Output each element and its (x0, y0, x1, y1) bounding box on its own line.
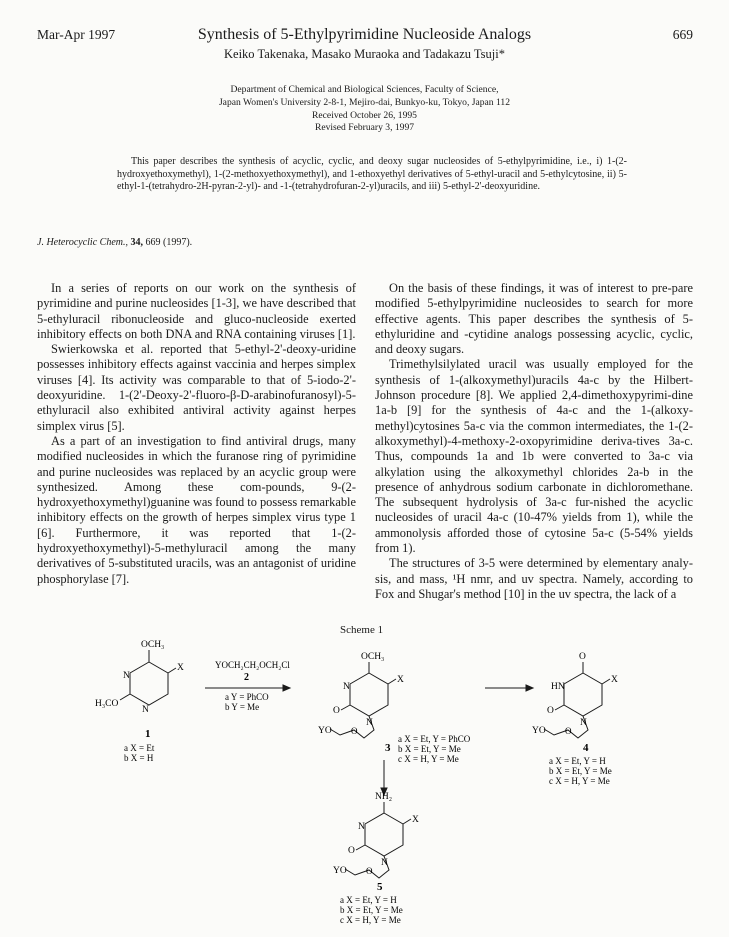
c4-variant-b: b X = Et, Y = Me (549, 766, 612, 776)
paragraph: Trimethylsilylated uracil was usually employed for the synthesis of 1-(alkoxymethyl)uracils 4a-c by the Hilbert-Johnson procedure [8]. We applied 2,4-dimethoxypyrimi-dine 1a-b [9] for the synthesis of 4a-c and the 1-(alkoxy-methyl)cytosines 5a-c via the common intermediates, the 1-(2-alkoxymethyl)-4-methoxy-2-oxopyrimidine deriva-tives 3a-c. Thus, compounds 1a and 1b were converted to 3a-c via alkylation using the alkoxymethyl chlorides 2a-b in the presence of anhydrous sodium carbonate in dichloromethane. The subsequent hydrolysis of 3a-c fur-nished the acyclic nucleosides of uracil 4a-c (10-47% yields from 1), while the ammonolysis afforded those of cytosine 5a-c (5-54% yields from 1). (375, 357, 693, 556)
citation-journal: J. Heterocyclic Chem., (37, 237, 128, 248)
c1-x-label: X (177, 663, 184, 673)
c5-x-label: X (412, 815, 419, 825)
c3-variant-c: c X = H, Y = Me (398, 754, 459, 764)
page-number: 669 (672, 27, 693, 42)
c5-variant-c: c X = H, Y = Me (340, 915, 401, 925)
c4-o-top-label: O (579, 652, 586, 662)
c3-variant-b: b X = Et, Y = Me (398, 744, 461, 754)
compound-1-number: 1 (145, 728, 151, 740)
revised-date: Revised February 3, 1997 (314, 122, 415, 133)
c1-variant-b: b X = H (124, 753, 154, 763)
reagent-variant-b: b Y = Me (225, 702, 260, 712)
body-left-column (37, 281, 356, 587)
c4-variant-a: a X = Et, Y = H (549, 756, 606, 766)
c4-hn-label: HN (551, 682, 565, 692)
c3-ether-o-label: O (351, 726, 358, 736)
affiliation-line-1: Department of Chemical and Biological Sciences, Faculty of Science, (230, 84, 499, 95)
reagent-number: 2 (244, 672, 249, 683)
compound-5-number: 5 (377, 881, 383, 893)
c4-x-label: X (611, 675, 618, 685)
c4-n-label: N (580, 718, 587, 728)
paragraph: In a series of reports on our work on the synthesis of pyrimidine and purine nucleosides [1-3], we have described that 5-ethyluracil ribonucleoside and gluco-nucleoside exerted inhibitory effects on both DNA and RNA containing viruses [1]. (37, 281, 356, 341)
c1-h3co-label: H₃CO (95, 699, 119, 709)
paper-title: Synthesis of 5-Ethylpyrimidine Nucleoside Analogs (197, 26, 532, 43)
compound-3-number: 3 (385, 742, 391, 754)
c3-o-label: O (333, 706, 340, 716)
c3-n1-label: N (343, 682, 350, 692)
reagent-formula: YOCH₂CH₂OCH₂Cl (215, 660, 290, 670)
c5-variant-a: a X = Et, Y = H (340, 895, 397, 905)
c1-variant-a: a X = Et (124, 743, 155, 753)
reaction-scheme (0, 630, 729, 930)
abstract-text: This paper describes the synthesis of acyclic, cyclic, and deoxy sugar nucleosides of 5-ethylpyrimidine, i.e., i) 1-(2-hydroxyethoxymethyl), 1-(2-methoxyethoxymethyl), and 1-ethoxyethyl derivatives of 5-ethyl-uracil and 5-ethylcytosine, ii) 5-ethyl-1-(tetrahydro-2H-pyran-2-yl)- and -1-(tetrahydrofuran-2-yl)uracils, and iii) 5-ethyl-2'-deoxyuridine. (117, 156, 627, 193)
paragraph: The structures of 3-5 were determined by elementary analy-sis, and mass, ¹H nmr, and uv spectra. Namely, according to Fox and Shugar's method [10] in the uv spectra, the lack of a (375, 556, 693, 601)
reagent-variant-a: a Y = PhCO (225, 692, 269, 702)
c1-n2-label: N (142, 705, 149, 715)
affiliation-line-2: Japan Women's University 2-8-1, Mejiro-dai, Bunkyo-ku, Tokyo, Japan 112 (218, 97, 511, 108)
c4-o-label: O (547, 706, 554, 716)
c4-ether-o-label: O (565, 726, 572, 736)
c3-variant-a: a X = Et, Y = PhCO (398, 734, 471, 744)
citation-pages: 669 (1997). (145, 237, 193, 248)
c5-o-label: O (348, 846, 355, 856)
citation (37, 237, 192, 248)
c5-n1-label: N (358, 822, 365, 832)
compound-4-number: 4 (583, 742, 589, 754)
journal-date: Mar-Apr 1997 (37, 27, 116, 42)
c3-n2-label: N (366, 718, 373, 728)
c1-och3-label: OCH₃ (141, 640, 165, 650)
paragraph: As a part of an investigation to find antiviral drugs, many modified nucleosides in which the furanose ring of pyrimidine and purine nucleosides was replaced by an acyclic group were synthesized. Among these com-pounds, 9-(2-hydroxyethoxymethyl)guanine was found to possess remarkable inhibitory effects on the growth of herpes simplex virus type 1 [6]. Furthermore, it was reported that 1-(2-hydroxyethoxymethyl)-5-methyluracil among the many derivatives of 5-substituted uracils, was an antagonist of uridine phosphorylase [7]. (37, 433, 356, 586)
c1-n1-label: N (123, 671, 130, 681)
c5-ether-o-label: O (366, 866, 373, 876)
citation-volume: 34, (130, 237, 143, 248)
c3-x-label: X (397, 675, 404, 685)
paragraph: Swierkowska et al. reported that 5-ethyl-2'-deoxy-uridine possesses inhibitory effects against vaccinia and herpes simplex viruses [4]. Its activity was comparable to that of 5-iodo-2'-deoxyuridine. 1-(2'-Deoxy-2'-fluoro-β-D-arabinofuranosyl)-5-ethyluracil also exhibited antiviral activity against herpes simplex virus [5]. (37, 342, 356, 433)
abstract (117, 156, 627, 194)
paragraph: On the basis of these findings, it was of interest to pre-pare modified 5-ethylpyrimidine nucleosides to search for more effective agents. This paper describes the synthesis of 5-ethyluridine and -cytidine analogs possessing acyclic, cyclic, and deoxy sugars. (375, 281, 693, 357)
c4-variant-c: c X = H, Y = Me (549, 776, 610, 786)
c5-n2-label: N (381, 858, 388, 868)
scheme-title: Scheme 1 (340, 624, 384, 636)
c3-yo-label: YO (318, 726, 332, 736)
authors: Keiko Takenaka, Masako Muraoka and Tadakazu Tsuji* (224, 47, 505, 61)
c3-och3-label: OCH₃ (361, 652, 385, 662)
c4-yo-label: YO (532, 726, 546, 736)
c5-variant-b: b X = Et, Y = Me (340, 905, 403, 915)
received-date: Received October 26, 1995 (312, 110, 417, 121)
body-right-column (375, 281, 693, 602)
c5-yo-label: YO (333, 866, 347, 876)
c5-nh2-label: NH₂ (375, 792, 393, 802)
